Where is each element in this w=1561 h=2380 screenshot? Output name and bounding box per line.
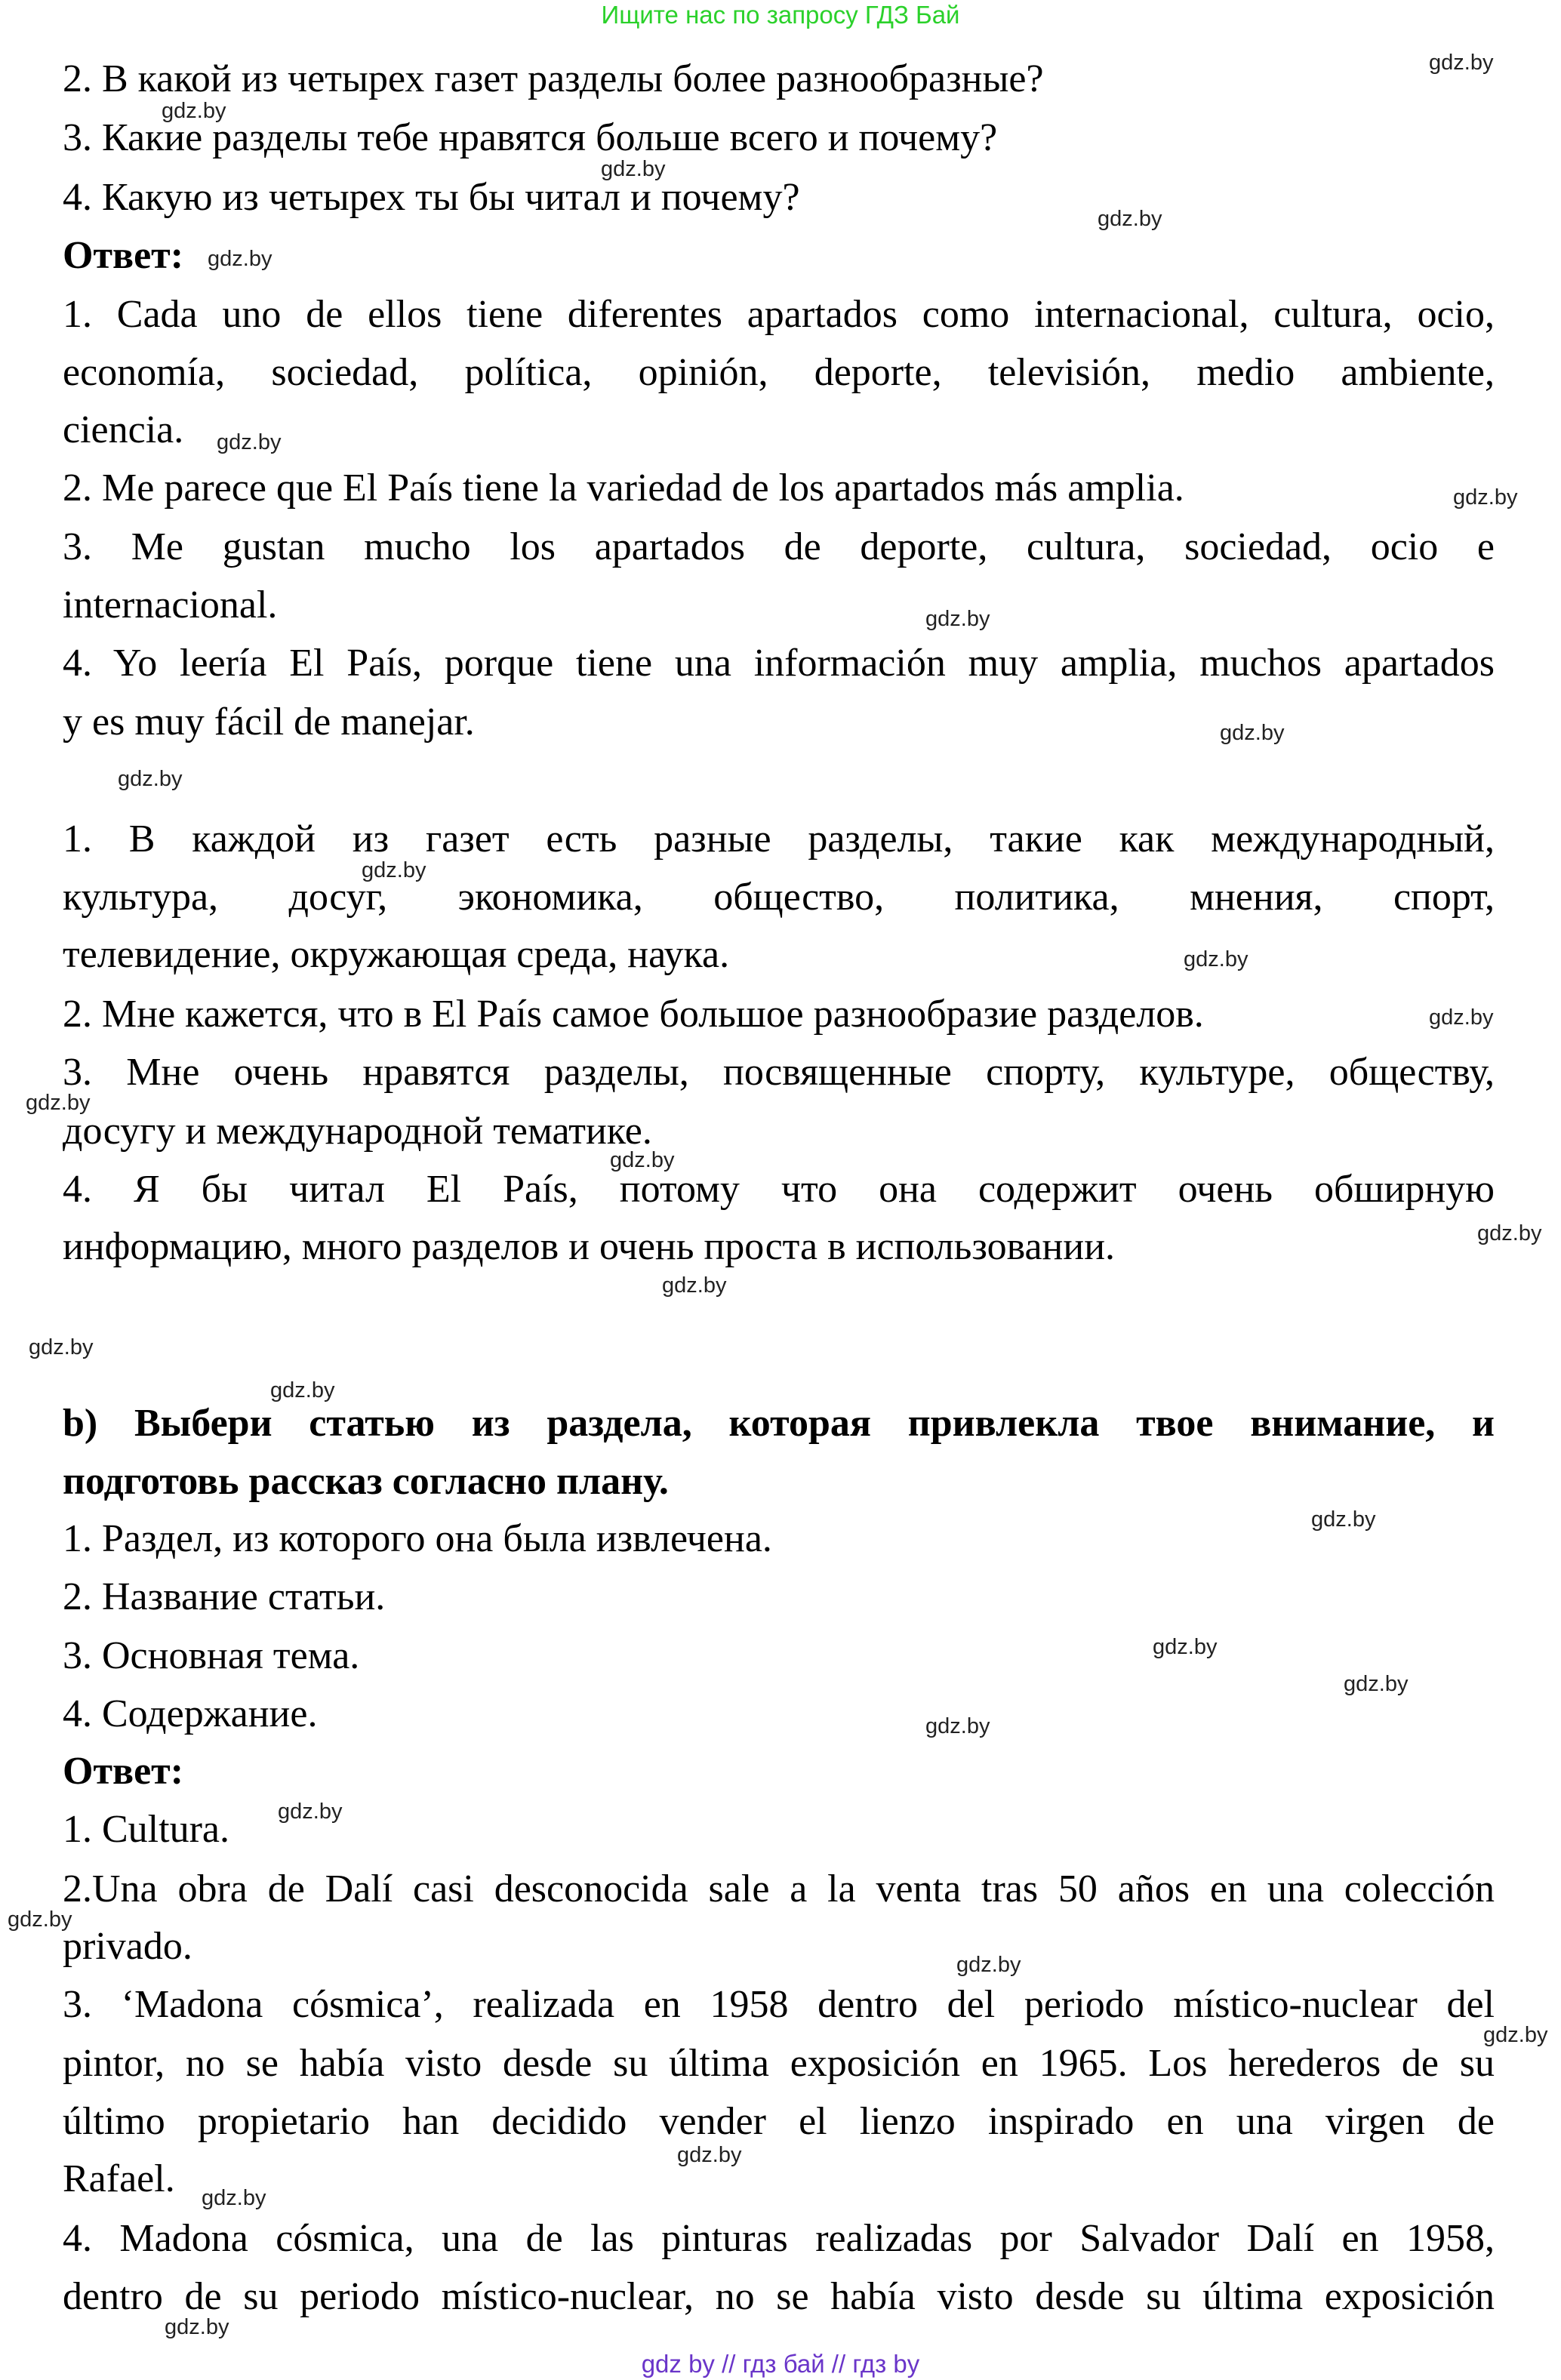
watermark: gdz.by (1477, 1221, 1542, 1245)
translation-line: информацию, много разделов и очень проста в использовании. (63, 1225, 1116, 1268)
task-heading: подготовь рассказ согласно плану. (63, 1460, 669, 1503)
question-line: 4. Какую из четырех ты бы читал и почему? (63, 176, 800, 219)
answer-line: dentro de su periodo místico-nuclear, no se había visto desde su última exposición (63, 2275, 1495, 2318)
answer-line: internacional. (63, 583, 278, 627)
watermark: gdz.by (925, 1714, 990, 1738)
watermark: gdz.by (1311, 1507, 1376, 1532)
watermark: gdz.by (270, 1378, 335, 1402)
watermark: gdz.by (601, 157, 666, 181)
answer-line: ciencia. (63, 408, 184, 451)
plan-item: 2. Название статьи. (63, 1575, 386, 1618)
watermark: gdz.by (1220, 721, 1285, 745)
watermark: gdz.by (610, 1148, 675, 1172)
answer-line: 2. Me parece que El País tiene la variedad de los apartados más amplia. (63, 466, 1184, 510)
watermark: gdz.by (162, 99, 226, 123)
watermark: gdz.by (956, 1953, 1021, 1977)
watermark: gdz.by (217, 430, 282, 454)
translation-line: телевидение, окружающая среда, наука. (63, 933, 730, 976)
translation-line: 3. Мне очень нравятся разделы, посвященные спорту, культуре, обществу, (63, 1051, 1495, 1094)
answer-line: 3. Me gustan mucho los apartados de deporte, cultura, sociedad, ocio e (63, 525, 1495, 568)
translation-line: 1. В каждой из газет есть разные разделы, такие как международный, (63, 817, 1495, 861)
footer-links[interactable]: gdz by // гдз бай // гдз by (641, 2350, 920, 2378)
answer-line: último propietario han decidido vender el lienzo inspirado en una virgen de (63, 2100, 1495, 2143)
plan-item: 1. Раздел, из которого она была извлечена. (63, 1517, 772, 1560)
watermark: gdz.by (1184, 947, 1248, 971)
watermark: gdz.by (362, 858, 426, 882)
answer-line: 3. ‘Madona cósmica’, realizada en 1958 dentro del periodo místico-nuclear del (63, 1983, 1495, 2026)
answer-line: 4. Yo leería El País, porque tiene una información muy amplia, muchos apartados (63, 642, 1495, 685)
answer-line: privado. (63, 1925, 192, 1968)
plan-item: 4. Содержание. (63, 1692, 318, 1735)
watermark: gdz.by (1153, 1635, 1218, 1659)
watermark: gdz.by (165, 2315, 229, 2339)
watermark: gdz.by (26, 1091, 91, 1115)
answer-line: pintor, no se había visto desde su última exposición en 1965. Los herederos de su (63, 2042, 1495, 2085)
search-hint-banner[interactable]: Ищите нас по запросу ГДЗ Бай (601, 1, 960, 29)
watermark: gdz.by (1453, 485, 1518, 510)
question-line: 3. Какие разделы тебе нравятся больше всего и почему? (63, 116, 998, 159)
answer-line: Rafael. (63, 2157, 175, 2200)
watermark: gdz.by (118, 767, 183, 791)
watermark: gdz.by (925, 607, 990, 631)
answer-line: y es muy fácil de manejar. (63, 700, 475, 744)
answer-line: 1. Cada uno de ellos tiene diferentes apartados como internacional, cultura, ocio, (63, 293, 1495, 336)
translation-line: досугу и международной тематике. (63, 1110, 652, 1153)
watermark: gdz.by (1483, 2023, 1548, 2047)
answer-heading: Ответ: (63, 1750, 184, 1793)
watermark: gdz.by (1098, 207, 1162, 231)
translation-line: культура, досуг, экономика, общество, политика, мнения, спорт, (63, 876, 1495, 919)
watermark: gdz.by (278, 1800, 343, 1824)
answer-heading: Ответ: (63, 234, 184, 277)
translation-line: 4. Я бы читал El País, потому что она содержит очень обширную (63, 1168, 1495, 1211)
watermark: gdz.by (202, 2186, 266, 2210)
watermark: gdz.by (677, 2143, 742, 2167)
watermark: gdz.by (8, 1907, 72, 1932)
plan-item: 3. Основная тема. (63, 1634, 360, 1677)
watermark: gdz.by (1429, 51, 1494, 75)
watermark: gdz.by (662, 1273, 727, 1298)
task-heading: b) Выбери статью из раздела, которая привлекла твое внимание, и (63, 1402, 1495, 1445)
watermark: gdz.by (208, 247, 272, 271)
translation-line: 2. Мне кажется, что в El País самое большое разнообразие разделов. (63, 993, 1204, 1036)
answer-line: 2.Una obra de Dalí casi desconocida sale a la venta tras 50 años en una colección (63, 1867, 1495, 1910)
answer-line: 1. Cultura. (63, 1808, 229, 1851)
watermark: gdz.by (1429, 1005, 1494, 1030)
watermark: gdz.by (29, 1335, 94, 1359)
answer-line: economía, sociedad, política, opinión, deporte, televisión, medio ambiente, (63, 351, 1495, 394)
watermark: gdz.by (1344, 1672, 1409, 1696)
answer-line: 4. Madona cósmica, una de las pinturas realizadas por Salvador Dalí en 1958, (63, 2217, 1495, 2260)
question-line: 2. В какой из четырех газет разделы более разнообразные? (63, 57, 1044, 100)
